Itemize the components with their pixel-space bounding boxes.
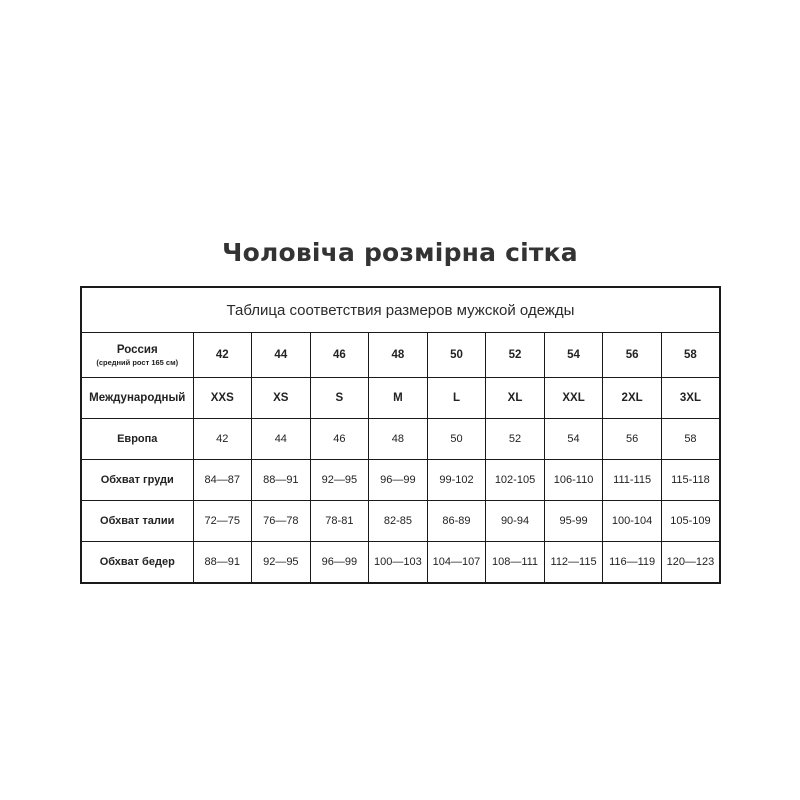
table-cell: 102-105: [486, 460, 545, 501]
table-cell: 95-99: [544, 501, 603, 542]
row-label-hips: Обхват бедер: [81, 542, 193, 584]
table-cell: 92—95: [252, 542, 311, 584]
table-cell: 58: [661, 333, 720, 378]
table-cell: 88—91: [252, 460, 311, 501]
table-cell: 90-94: [486, 501, 545, 542]
table-cell: 78-81: [310, 501, 369, 542]
row-label-russia: [81, 333, 193, 378]
table-cell: 116—119: [603, 542, 662, 584]
row-sublabel-text: (средний рост 165 см): [96, 357, 179, 367]
table-cell: 100-104: [603, 501, 662, 542]
table-cell: 52: [486, 333, 545, 378]
table-cell: 44: [252, 333, 311, 378]
table-cell: 52: [486, 419, 545, 460]
table-cell: 58: [661, 419, 720, 460]
table-row-hips: [81, 542, 720, 584]
table-cell: 96—99: [310, 542, 369, 584]
table-cell: 96—99: [369, 460, 428, 501]
table-cell: 99-102: [427, 460, 486, 501]
table-cell: L: [427, 378, 486, 419]
table-cell: 82-85: [369, 501, 428, 542]
table-cell: 56: [603, 333, 662, 378]
table-cell: 54: [544, 333, 603, 378]
table-cell: 120—123: [661, 542, 720, 584]
table-cell: 46: [310, 333, 369, 378]
table-caption-row: [81, 287, 720, 333]
table-cell: 105-109: [661, 501, 720, 542]
table-cell: S: [310, 378, 369, 419]
row-label-waist: Обхват талии: [81, 501, 193, 542]
table-cell: 106-110: [544, 460, 603, 501]
table-row-russia: [81, 333, 720, 378]
table-cell: 42: [193, 333, 252, 378]
table-cell: 84—87: [193, 460, 252, 501]
table-cell: M: [369, 378, 428, 419]
table-cell: XXL: [544, 378, 603, 419]
table-cell: 48: [369, 419, 428, 460]
table-cell: 50: [427, 333, 486, 378]
table-cell: 111-115: [603, 460, 662, 501]
table-cell: 86-89: [427, 501, 486, 542]
table-cell: 42: [193, 419, 252, 460]
table-cell: XXS: [193, 378, 252, 419]
table-cell: 2XL: [603, 378, 662, 419]
table-cell: 76—78: [252, 501, 311, 542]
table-cell: 54: [544, 419, 603, 460]
table-cell: 100—103: [369, 542, 428, 584]
table-row-waist: [81, 501, 720, 542]
table-cell: 56: [603, 419, 662, 460]
table-cell: 3XL: [661, 378, 720, 419]
table-cell: 44: [252, 419, 311, 460]
table-row-chest: [81, 460, 720, 501]
row-label-europe: Европа: [81, 419, 193, 460]
table-cell: XL: [486, 378, 545, 419]
table-cell: 46: [310, 419, 369, 460]
table-row-europe: [81, 419, 720, 460]
table-row-international: [81, 378, 720, 419]
row-label-international: Международный: [81, 378, 193, 419]
row-label-chest: Обхват груди: [81, 460, 193, 501]
table-cell: 48: [369, 333, 428, 378]
table-cell: 112—115: [544, 542, 603, 584]
row-label-text: Россия: [116, 343, 158, 356]
table-cell: 92—95: [310, 460, 369, 501]
table-cell: XS: [252, 378, 311, 419]
table-caption: Таблица соответствия размеров мужской одежды: [81, 287, 720, 333]
page-title: Чоловіча розмірна сітка: [222, 238, 578, 267]
table-cell: 50: [427, 419, 486, 460]
table-cell: 104—107: [427, 542, 486, 584]
table-cell: 115-118: [661, 460, 720, 501]
table-cell: 108—111: [486, 542, 545, 584]
table-cell: 72—75: [193, 501, 252, 542]
table-cell: 88—91: [193, 542, 252, 584]
size-chart-table: [80, 286, 721, 584]
